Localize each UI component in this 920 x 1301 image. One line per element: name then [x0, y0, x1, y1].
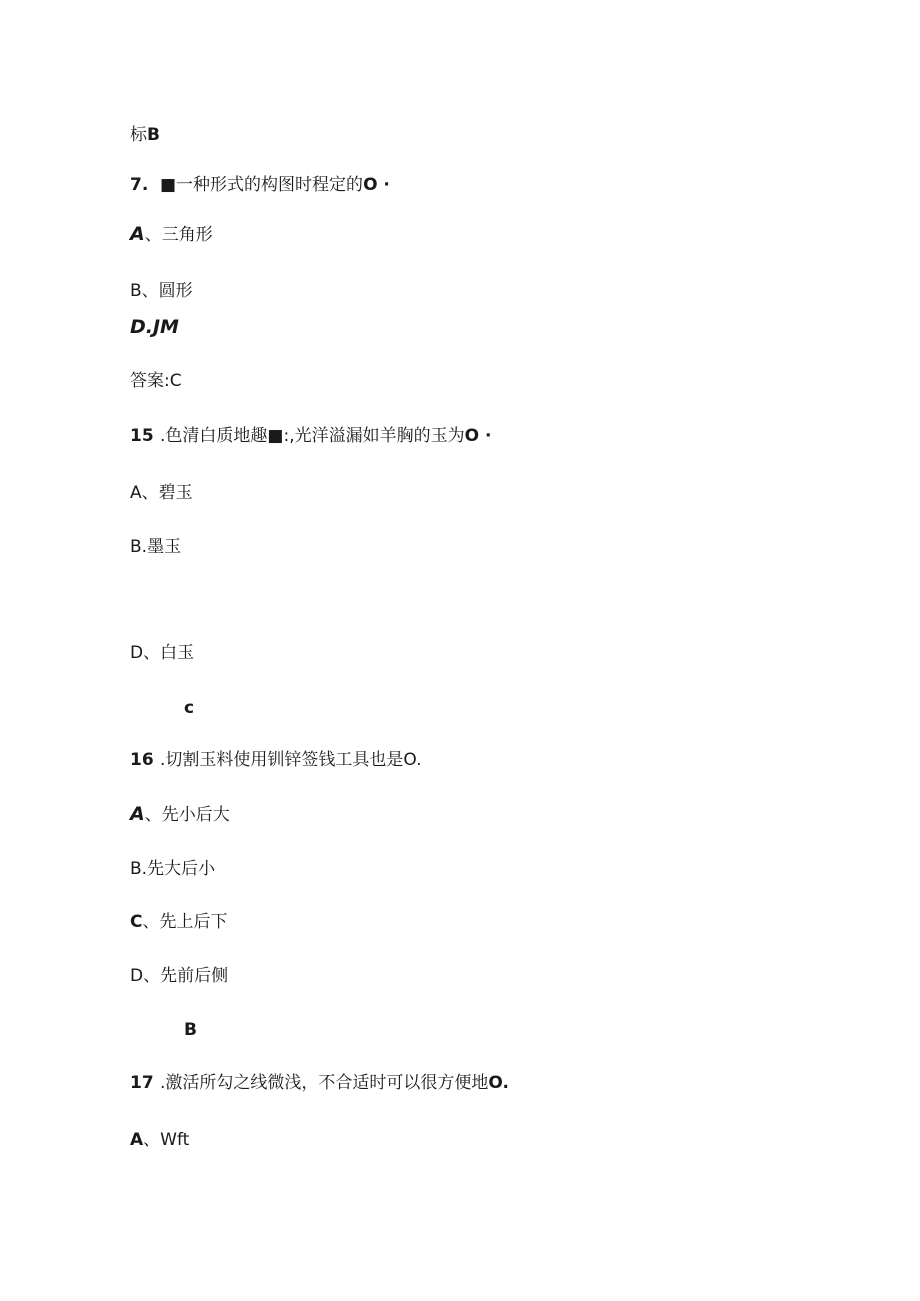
question-15: [130, 424, 491, 448]
answer-text: B: [184, 1020, 197, 1040]
option-7-d: [130, 315, 179, 339]
option-letter: A: [130, 1130, 144, 1150]
question-text: .切割玉料使用钏锌签钱工具也是O.: [160, 750, 422, 770]
option-text: B.先大后小: [130, 859, 216, 879]
question-17: [130, 1071, 509, 1095]
answer-7: [130, 369, 182, 393]
option-15-d: [130, 641, 194, 665]
answer-text: c: [184, 698, 195, 718]
option-letter: A: [130, 223, 145, 245]
answer-line-top: [130, 123, 160, 147]
question-text: .色清白质地趣: [160, 426, 268, 446]
option-16-d: [130, 964, 228, 988]
question-number: 15: [130, 426, 154, 446]
answer-15: [184, 696, 194, 720]
square-mark: ■: [267, 426, 284, 446]
option-text: 、先上后下: [142, 912, 228, 932]
option-text: D、先前后侧: [130, 966, 229, 986]
option-15-b: [130, 535, 181, 559]
option-16-a: [130, 802, 230, 827]
question-16: [130, 748, 422, 772]
option-text: A、碧玉: [130, 483, 193, 503]
option-text: 、Wft: [143, 1130, 190, 1150]
option-text: 、先小后大: [144, 805, 230, 825]
question-text: ■一种形式的构图时程定的: [160, 175, 364, 195]
option-16-b: [130, 857, 215, 881]
answer-text: 答案:C: [130, 371, 182, 391]
option-text: D、白玉: [130, 643, 195, 663]
answer-letter: B: [147, 125, 160, 145]
question-number: 7.: [130, 175, 149, 195]
question-blank: O.: [488, 1073, 509, 1093]
question-blank: O ·: [363, 175, 390, 195]
option-text: 、三角形: [144, 225, 213, 245]
question-7: [130, 173, 390, 197]
question-number: 17: [130, 1073, 154, 1093]
option-17-a: [130, 1128, 189, 1152]
option-letter: C: [130, 912, 143, 932]
question-blank: O ·: [464, 426, 492, 446]
option-text: B.墨玉: [130, 537, 182, 557]
option-16-c: [130, 910, 227, 934]
option-7-b: [130, 279, 193, 303]
question-text: .激活所勾之线微浅，不合适时可以很方便地: [160, 1073, 489, 1093]
option-15-a: [130, 481, 193, 505]
question-text-cont: :,光洋溢漏如羊胸的玉为: [283, 426, 465, 446]
answer-prefix: 标: [130, 125, 147, 145]
answer-16: [184, 1018, 197, 1042]
question-number: 16: [130, 750, 154, 770]
option-7-a: [130, 222, 213, 247]
option-letter: A: [130, 803, 145, 825]
option-text: B、圆形: [130, 281, 193, 301]
option-text: D.JM: [130, 316, 179, 338]
